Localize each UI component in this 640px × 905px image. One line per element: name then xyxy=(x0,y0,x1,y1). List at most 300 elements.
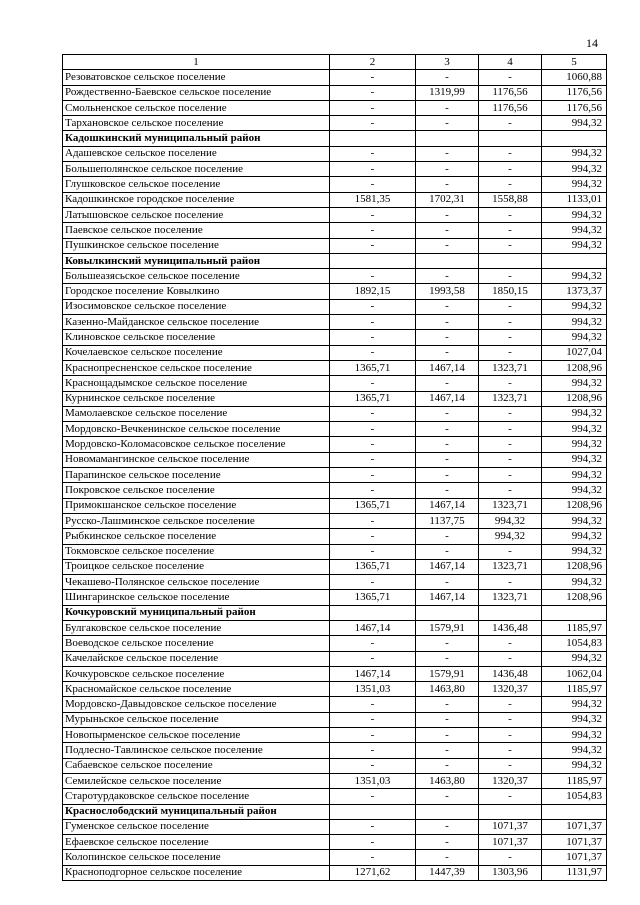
value-cell-col-4: - xyxy=(479,452,542,467)
value-cell-col-4: - xyxy=(479,223,542,238)
settlement-name: Красномайское сельское поселение xyxy=(63,682,330,697)
value-cell-col-5: 994,32 xyxy=(542,177,607,192)
value-cell-col-3: 1467,14 xyxy=(416,498,479,513)
settlement-name: Курнинское сельское поселение xyxy=(63,391,330,406)
value-cell-col-4: - xyxy=(479,743,542,758)
value-cell-col-3: - xyxy=(416,376,479,391)
settlement-name: Мордовско-Коломасовское сельское поселение xyxy=(63,437,330,452)
value-cell-col-4: 994,32 xyxy=(479,513,542,528)
value-cell-col-2: - xyxy=(330,483,416,498)
value-cell-col-4: - xyxy=(479,575,542,590)
settlement-name: Мордовско-Вечкенинское сельское поселение xyxy=(63,422,330,437)
value-cell-col-3: - xyxy=(416,162,479,177)
value-cell-col-4: - xyxy=(479,177,542,192)
header-cell: 2 xyxy=(330,55,416,70)
value-cell-col-5: 994,32 xyxy=(542,422,607,437)
header-cell: 4 xyxy=(479,55,542,70)
value-cell-col-2: 1581,35 xyxy=(330,192,416,207)
settlement-name: Качелайское сельское поселение xyxy=(63,651,330,666)
value-cell-col-4: 1323,71 xyxy=(479,498,542,513)
value-cell-col-4: 1558,88 xyxy=(479,192,542,207)
settlement-name: Латышовское сельское поселение xyxy=(63,207,330,222)
value-cell-col-3: - xyxy=(416,789,479,804)
table-row xyxy=(63,620,607,635)
value-cell-col-4: - xyxy=(479,437,542,452)
settlement-name: Изосимовское сельское поселение xyxy=(63,299,330,314)
value-cell-col-3: - xyxy=(416,728,479,743)
value-cell-col-5: 1208,96 xyxy=(542,360,607,375)
value-cell-col-5: 994,32 xyxy=(542,513,607,528)
value-cell-col-2: - xyxy=(330,743,416,758)
value-cell-col-2: - xyxy=(330,299,416,314)
table-row xyxy=(63,697,607,712)
table-row xyxy=(63,116,607,131)
value-cell-col-4: 1320,37 xyxy=(479,773,542,788)
value-cell-col-5: 1176,56 xyxy=(542,85,607,100)
table-row xyxy=(63,636,607,651)
value-cell-col-3: 1463,80 xyxy=(416,682,479,697)
value-cell-col-5: 994,32 xyxy=(542,406,607,421)
table-header-row xyxy=(63,55,607,70)
value-cell-col-5: 994,32 xyxy=(542,330,607,345)
empty-cell xyxy=(330,605,416,620)
value-cell-col-3: - xyxy=(416,223,479,238)
table-row xyxy=(63,269,607,284)
value-cell-col-4: 1323,71 xyxy=(479,590,542,605)
value-cell-col-3: - xyxy=(416,100,479,115)
value-cell-col-2: - xyxy=(330,544,416,559)
value-cell-col-5: 994,32 xyxy=(542,437,607,452)
settlement-name: Подлесно-Тавлинское сельское поселение xyxy=(63,743,330,758)
value-cell-col-5: 994,32 xyxy=(542,712,607,727)
value-cell-col-4: - xyxy=(479,238,542,253)
value-cell-col-2: 1351,03 xyxy=(330,773,416,788)
value-cell-col-3: - xyxy=(416,544,479,559)
value-cell-col-5: 1185,97 xyxy=(542,620,607,635)
settlement-name: Новопырменское сельское поселение xyxy=(63,728,330,743)
settlement-name: Кочкуровское сельское поселение xyxy=(63,666,330,681)
table-row xyxy=(63,70,607,85)
settlement-name: Мамолаевское сельское поселение xyxy=(63,406,330,421)
value-cell-col-4: - xyxy=(479,636,542,651)
table-row xyxy=(63,682,607,697)
value-cell-col-5: 1208,96 xyxy=(542,391,607,406)
settlement-name: Адашевское сельское поселение xyxy=(63,146,330,161)
value-cell-col-3: 1702,31 xyxy=(416,192,479,207)
table-row xyxy=(63,146,607,161)
settlement-name: Казенно-Майданское сельское поселение xyxy=(63,315,330,330)
settlement-name: Рыбкинское сельское поселение xyxy=(63,529,330,544)
table-row xyxy=(63,223,607,238)
settlement-name: Троицкое сельское поселение xyxy=(63,559,330,574)
value-cell-col-5: 994,32 xyxy=(542,269,607,284)
value-cell-col-4: - xyxy=(479,850,542,865)
settlement-name: Парапинское сельское поселение xyxy=(63,468,330,483)
value-cell-col-5: 994,32 xyxy=(542,575,607,590)
settlement-name: Мордовско-Давыдовское сельское поселение xyxy=(63,697,330,712)
value-cell-col-2: - xyxy=(330,712,416,727)
table-row xyxy=(63,666,607,681)
value-cell-col-3: - xyxy=(416,529,479,544)
table-row xyxy=(63,483,607,498)
value-cell-col-2: - xyxy=(330,345,416,360)
value-cell-col-5: 994,32 xyxy=(542,544,607,559)
value-cell-col-4: 994,32 xyxy=(479,529,542,544)
value-cell-col-4: - xyxy=(479,315,542,330)
value-cell-col-5: 1208,96 xyxy=(542,559,607,574)
value-cell-col-2: - xyxy=(330,269,416,284)
table-row xyxy=(63,238,607,253)
settlement-name: Воеводское сельское поселение xyxy=(63,636,330,651)
district-row xyxy=(63,605,607,620)
empty-cell xyxy=(330,253,416,268)
value-cell-col-2: 1467,14 xyxy=(330,666,416,681)
value-cell-col-4: - xyxy=(479,468,542,483)
value-cell-col-4: - xyxy=(479,207,542,222)
value-cell-col-5: 1062,04 xyxy=(542,666,607,681)
value-cell-col-2: - xyxy=(330,452,416,467)
value-cell-col-2: - xyxy=(330,651,416,666)
table-row xyxy=(63,360,607,375)
value-cell-col-2: - xyxy=(330,529,416,544)
table-row xyxy=(63,712,607,727)
value-cell-col-2: 1351,03 xyxy=(330,682,416,697)
settlement-name: Кадошкинское городское поселение xyxy=(63,192,330,207)
value-cell-col-3: - xyxy=(416,758,479,773)
header-cell: 3 xyxy=(416,55,479,70)
table-row xyxy=(63,207,607,222)
value-cell-col-2: 1467,14 xyxy=(330,620,416,635)
value-cell-col-2: - xyxy=(330,835,416,850)
value-cell-col-4: 1071,37 xyxy=(479,819,542,834)
table-row xyxy=(63,315,607,330)
empty-cell xyxy=(330,131,416,146)
table-row xyxy=(63,590,607,605)
value-cell-col-4: 1071,37 xyxy=(479,835,542,850)
value-cell-col-4: 1176,56 xyxy=(479,100,542,115)
table-row xyxy=(63,544,607,559)
settlement-name: Глушковское сельское поселение xyxy=(63,177,330,192)
settlement-name: Семилейское сельское поселение xyxy=(63,773,330,788)
value-cell-col-4: - xyxy=(479,116,542,131)
value-cell-col-2: - xyxy=(330,146,416,161)
value-cell-col-2: - xyxy=(330,758,416,773)
settlement-name: Примокшанское сельское поселение xyxy=(63,498,330,513)
table-row xyxy=(63,330,607,345)
value-cell-col-2: - xyxy=(330,697,416,712)
table-row xyxy=(63,819,607,834)
district-row xyxy=(63,131,607,146)
settlement-name: Булгаковское сельское поселение xyxy=(63,620,330,635)
value-cell-col-5: 1208,96 xyxy=(542,590,607,605)
table-row xyxy=(63,513,607,528)
tariff-table xyxy=(62,54,607,881)
value-cell-col-3: - xyxy=(416,712,479,727)
value-cell-col-4: - xyxy=(479,697,542,712)
table-row xyxy=(63,559,607,574)
value-cell-col-4: - xyxy=(479,146,542,161)
settlement-name: Клиновское сельское поселение xyxy=(63,330,330,345)
empty-cell xyxy=(416,131,479,146)
value-cell-col-3: - xyxy=(416,422,479,437)
value-cell-col-2: - xyxy=(330,330,416,345)
settlement-name: Тархановское сельское поселение xyxy=(63,116,330,131)
settlement-name: Новомамангинское сельское поселение xyxy=(63,452,330,467)
header-cell: 1 xyxy=(63,55,330,70)
district-row xyxy=(63,253,607,268)
value-cell-col-5: 994,32 xyxy=(542,651,607,666)
settlement-name: Старотурдаковское сельское поселение xyxy=(63,789,330,804)
value-cell-col-5: 994,32 xyxy=(542,162,607,177)
value-cell-col-5: 994,32 xyxy=(542,223,607,238)
value-cell-col-2: 1365,71 xyxy=(330,590,416,605)
value-cell-col-3: - xyxy=(416,743,479,758)
value-cell-col-2: - xyxy=(330,238,416,253)
value-cell-col-2: - xyxy=(330,223,416,238)
settlement-name: Покровское сельское поселение xyxy=(63,483,330,498)
value-cell-col-5: 1071,37 xyxy=(542,835,607,850)
table-row xyxy=(63,529,607,544)
value-cell-col-3: - xyxy=(416,299,479,314)
value-cell-col-5: 1185,97 xyxy=(542,773,607,788)
value-cell-col-5: 994,32 xyxy=(542,452,607,467)
value-cell-col-5: 994,32 xyxy=(542,315,607,330)
value-cell-col-2: - xyxy=(330,789,416,804)
value-cell-col-3: - xyxy=(416,146,479,161)
settlement-name: Краснопресненское сельское поселение xyxy=(63,360,330,375)
district-name: Кадошкинский муниципальный район xyxy=(63,131,330,146)
table-row xyxy=(63,743,607,758)
table-row xyxy=(63,773,607,788)
value-cell-col-5: 994,32 xyxy=(542,207,607,222)
table-row xyxy=(63,284,607,299)
value-cell-col-5: 1071,37 xyxy=(542,819,607,834)
value-cell-col-4: 1323,71 xyxy=(479,391,542,406)
value-cell-col-4: 1320,37 xyxy=(479,682,542,697)
value-cell-col-3: - xyxy=(416,452,479,467)
value-cell-col-3: - xyxy=(416,835,479,850)
table-row xyxy=(63,728,607,743)
settlement-name: Смольненское сельское поселение xyxy=(63,100,330,115)
empty-cell xyxy=(416,605,479,620)
settlement-name: Большеазясьское сельское поселение xyxy=(63,269,330,284)
value-cell-col-3: 1137,75 xyxy=(416,513,479,528)
value-cell-col-3: - xyxy=(416,437,479,452)
value-cell-col-5: 994,32 xyxy=(542,483,607,498)
value-cell-col-4: - xyxy=(479,422,542,437)
value-cell-col-4: - xyxy=(479,712,542,727)
value-cell-col-2: - xyxy=(330,513,416,528)
value-cell-col-4: - xyxy=(479,406,542,421)
value-cell-col-2: - xyxy=(330,162,416,177)
value-cell-col-2: - xyxy=(330,85,416,100)
value-cell-col-2: - xyxy=(330,100,416,115)
value-cell-col-2: - xyxy=(330,406,416,421)
value-cell-col-4: - xyxy=(479,162,542,177)
table-row xyxy=(63,498,607,513)
table-row xyxy=(63,100,607,115)
value-cell-col-4: 1303,96 xyxy=(479,865,542,880)
table-row xyxy=(63,575,607,590)
value-cell-col-3: 1467,14 xyxy=(416,391,479,406)
value-cell-col-4: - xyxy=(479,269,542,284)
value-cell-col-5: 1060,88 xyxy=(542,70,607,85)
value-cell-col-3: - xyxy=(416,238,479,253)
table-row xyxy=(63,177,607,192)
value-cell-col-3: - xyxy=(416,70,479,85)
value-cell-col-5: 1133,01 xyxy=(542,192,607,207)
empty-cell xyxy=(542,131,607,146)
empty-cell xyxy=(479,804,542,819)
value-cell-col-2: - xyxy=(330,850,416,865)
value-cell-col-3: - xyxy=(416,207,479,222)
value-cell-col-4: - xyxy=(479,70,542,85)
value-cell-col-2: - xyxy=(330,207,416,222)
value-cell-col-5: 994,32 xyxy=(542,758,607,773)
value-cell-col-3: 1467,14 xyxy=(416,559,479,574)
value-cell-col-2: 1365,71 xyxy=(330,360,416,375)
value-cell-col-4: - xyxy=(479,789,542,804)
value-cell-col-5: 994,32 xyxy=(542,116,607,131)
settlement-name: Шингаринское сельское поселение xyxy=(63,590,330,605)
table-row xyxy=(63,376,607,391)
settlement-name: Колопинское сельское поселение xyxy=(63,850,330,865)
table-row xyxy=(63,789,607,804)
settlement-name: Мурыньское сельское поселение xyxy=(63,712,330,727)
value-cell-col-5: 1071,37 xyxy=(542,850,607,865)
district-row xyxy=(63,804,607,819)
value-cell-col-2: 1365,71 xyxy=(330,498,416,513)
value-cell-col-3: 1467,14 xyxy=(416,360,479,375)
settlement-name: Резоватовское сельское поселение xyxy=(63,70,330,85)
settlement-name: Рождественно-Баевское сельское поселение xyxy=(63,85,330,100)
empty-cell xyxy=(416,804,479,819)
empty-cell xyxy=(542,605,607,620)
settlement-name: Краснoподгорное сельское поселение xyxy=(63,865,330,880)
value-cell-col-5: 994,32 xyxy=(542,529,607,544)
settlement-name: Пушкинское сельское поселение xyxy=(63,238,330,253)
settlement-name: Городское поселение Ковылкино xyxy=(63,284,330,299)
value-cell-col-2: 1892,15 xyxy=(330,284,416,299)
value-cell-col-5: 1176,56 xyxy=(542,100,607,115)
table-row xyxy=(63,651,607,666)
table-row xyxy=(63,437,607,452)
empty-cell xyxy=(479,131,542,146)
value-cell-col-2: - xyxy=(330,437,416,452)
settlement-name: Чекашево-Полянское сельское поселение xyxy=(63,575,330,590)
district-name: Краснослободский муниципальный район xyxy=(63,804,330,819)
table-row xyxy=(63,422,607,437)
value-cell-col-2: - xyxy=(330,728,416,743)
value-cell-col-3: - xyxy=(416,697,479,712)
value-cell-col-5: 994,32 xyxy=(542,697,607,712)
value-cell-col-4: - xyxy=(479,345,542,360)
value-cell-col-3: - xyxy=(416,330,479,345)
value-cell-col-3: - xyxy=(416,315,479,330)
value-cell-col-3: - xyxy=(416,636,479,651)
value-cell-col-4: - xyxy=(479,299,542,314)
value-cell-col-5: 1027,04 xyxy=(542,345,607,360)
value-cell-col-4: 1323,71 xyxy=(479,559,542,574)
settlement-name: Большеполянское сельское поселение xyxy=(63,162,330,177)
value-cell-col-3: - xyxy=(416,406,479,421)
district-name: Кочкуровский муниципальный район xyxy=(63,605,330,620)
value-cell-col-3: - xyxy=(416,177,479,192)
value-cell-col-5: 1131,97 xyxy=(542,865,607,880)
value-cell-col-2: - xyxy=(330,468,416,483)
empty-cell xyxy=(330,804,416,819)
value-cell-col-5: 994,32 xyxy=(542,299,607,314)
table-body xyxy=(63,55,607,881)
table-row xyxy=(63,468,607,483)
settlement-name: Токмовское сельское поселение xyxy=(63,544,330,559)
value-cell-col-2: - xyxy=(330,422,416,437)
value-cell-col-2: - xyxy=(330,376,416,391)
value-cell-col-4: - xyxy=(479,483,542,498)
value-cell-col-4: 1323,71 xyxy=(479,360,542,375)
value-cell-col-3: 1579,91 xyxy=(416,620,479,635)
value-cell-col-2: - xyxy=(330,70,416,85)
value-cell-col-4: - xyxy=(479,758,542,773)
value-cell-col-5: 994,32 xyxy=(542,743,607,758)
value-cell-col-5: 994,32 xyxy=(542,728,607,743)
empty-cell xyxy=(479,253,542,268)
value-cell-col-3: - xyxy=(416,269,479,284)
settlement-name: Русско-Лашминское сельское поселение xyxy=(63,513,330,528)
value-cell-col-3: - xyxy=(416,468,479,483)
value-cell-col-4: 1436,48 xyxy=(479,666,542,681)
table-row xyxy=(63,391,607,406)
value-cell-col-5: 1054,83 xyxy=(542,789,607,804)
value-cell-col-3: 1447,39 xyxy=(416,865,479,880)
value-cell-col-2: 1365,71 xyxy=(330,559,416,574)
table-row xyxy=(63,835,607,850)
settlement-name: Паевское сельское поселение xyxy=(63,223,330,238)
table-row xyxy=(63,345,607,360)
value-cell-col-3: 1579,91 xyxy=(416,666,479,681)
value-cell-col-2: 1271,62 xyxy=(330,865,416,880)
table-row xyxy=(63,452,607,467)
value-cell-col-3: 1467,14 xyxy=(416,590,479,605)
value-cell-col-4: - xyxy=(479,544,542,559)
table-row xyxy=(63,406,607,421)
value-cell-col-3: 1319,99 xyxy=(416,85,479,100)
value-cell-col-2: - xyxy=(330,575,416,590)
value-cell-col-4: - xyxy=(479,728,542,743)
settlement-name: Сабаевское сельское поселение xyxy=(63,758,330,773)
settlement-name: Кочелаевское сельское поселение xyxy=(63,345,330,360)
value-cell-col-3: 1463,80 xyxy=(416,773,479,788)
table-row xyxy=(63,850,607,865)
value-cell-col-4: - xyxy=(479,651,542,666)
value-cell-col-2: - xyxy=(330,177,416,192)
value-cell-col-5: 994,32 xyxy=(542,238,607,253)
value-cell-col-5: 994,32 xyxy=(542,468,607,483)
header-cell: 5 xyxy=(542,55,607,70)
value-cell-col-3: - xyxy=(416,850,479,865)
value-cell-col-3: - xyxy=(416,483,479,498)
value-cell-col-3: - xyxy=(416,819,479,834)
value-cell-col-5: 1185,97 xyxy=(542,682,607,697)
value-cell-col-3: - xyxy=(416,575,479,590)
settlement-name: Краснощадымское сельское поселение xyxy=(63,376,330,391)
value-cell-col-4: 1176,56 xyxy=(479,85,542,100)
value-cell-col-4: - xyxy=(479,376,542,391)
value-cell-col-2: - xyxy=(330,636,416,651)
value-cell-col-5: 994,32 xyxy=(542,146,607,161)
table-row xyxy=(63,192,607,207)
value-cell-col-2: 1365,71 xyxy=(330,391,416,406)
